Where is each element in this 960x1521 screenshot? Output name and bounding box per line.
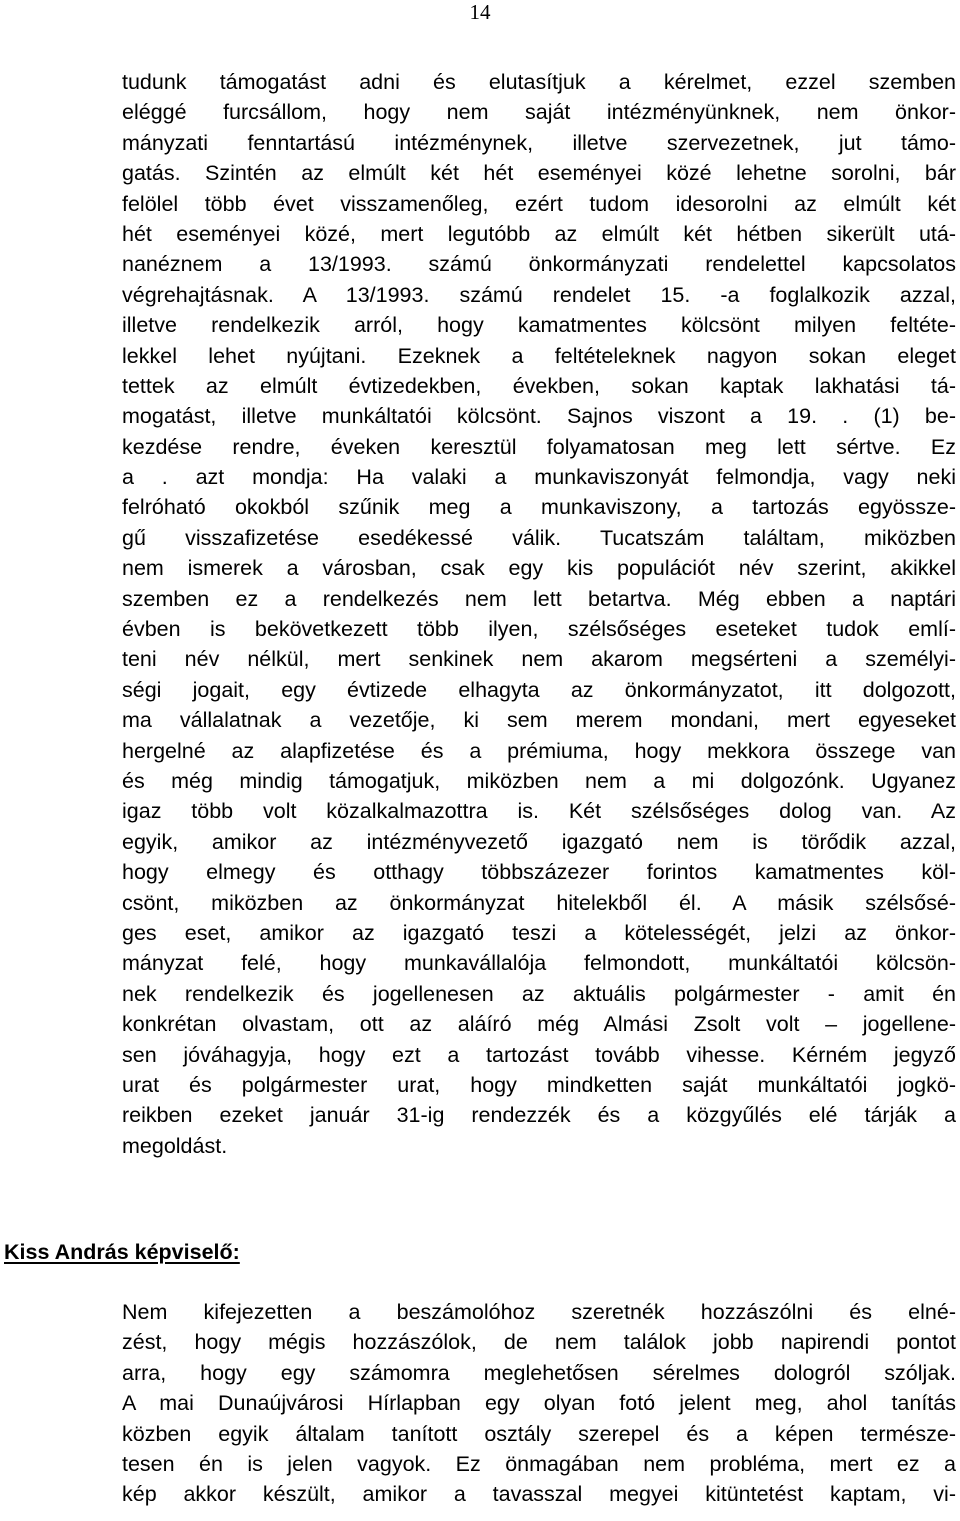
text-line: szemben ez a rendelkezés nem lett betartva. Még ebben a naptári — [122, 586, 956, 611]
text-line: ges eset, amikor az igazgató teszi a kötelességét, jelzi az önkor- — [122, 920, 956, 945]
text-line: konkrétan olvastam, ott az aláíró még Almási Zsolt volt – jogellene- — [122, 1012, 956, 1037]
text-line: reikben ezeket január 31-ig rendezzék és a közgyűlés elé tárják a — [122, 1103, 956, 1128]
text-line: kép akkor készült, amikor a tavasszal megyei kitüntetést kaptam, vi- — [122, 1482, 956, 1507]
text-line: lekkel lehet nyújtani. Ezeknek a feltételeknek nagyon sokan eleget — [122, 343, 956, 368]
body-paragraph-1 — [122, 67, 956, 1161]
text-line: mányzat felé, hogy munkavállalója felmondott, munkáltatói kölcsön- — [122, 951, 956, 976]
text-line: közben egyik általam tanított osztály szerepel és a képen természe- — [122, 1421, 956, 1446]
text-line: sen jóváhagyja, hogy ezt a tartozást tovább vihesse. Kérném jegyző — [122, 1042, 956, 1067]
text-line: csönt, miközben az önkormányzat hitelekből él. A másik szélsősé- — [122, 890, 956, 915]
page-number: 14 — [469, 0, 491, 24]
text-line: végrehajtásnak. A 13/1993. számú rendelet 15. -a foglalkozik azzal, — [122, 282, 956, 307]
text-line: hogy elmegy és otthagy többszázezer forintos kamatmentes köl- — [122, 860, 956, 885]
speaker-heading: Kiss András képviselő: — [4, 1240, 240, 1264]
text-line: gatás. Szintén az elmúlt két hét eseményei közé lehetne sorolni, bár — [122, 161, 956, 186]
text-line: kezdése rendre, éveken keresztül folyamatosan meg lett sértve. Ez — [122, 434, 956, 459]
text-line: igaz több volt közalkalmazottra is. Két szélsőséges dolog van. Az — [122, 799, 956, 824]
text-line: tesen én is jelen vagyok. Ez önmagában nem probléma, mert ez a — [122, 1451, 956, 1476]
text-line: urat és polgármester urat, hogy mindketten saját munkáltatói jogkö- — [122, 1072, 956, 1097]
text-line: felróható okokból szűnik meg a munkaviszony, a tartozás egyössze- — [122, 495, 956, 520]
text-line: mányzati fenntartású intézménynek, illetve szervezetnek, jut támo- — [122, 130, 956, 155]
text-line: arra, hogy egy számomra meglehetősen sérelmes dologról szóljak. — [122, 1360, 956, 1385]
text-line: felölel több évet visszamenőleg, ezért tudom idesorolni az elmúlt két — [122, 191, 956, 216]
text-line: illetve rendelkezik arról, hogy kamatmentes kölcsönt milyen feltéte- — [122, 313, 956, 338]
text-line: Nem kifejezetten a beszámolóhoz szeretnék hozzászólni és elné- — [122, 1300, 956, 1324]
text-line: ma vállalatnak a vezetője, ki sem merem mondani, mert egyeseket — [122, 708, 956, 733]
text-line: teni név nélkül, mert senkinek nem akarom megsérteni a személyi- — [122, 647, 956, 672]
text-line: gű visszafizetése esedékessé válik. Tucatszám találtam, miközben — [122, 525, 956, 550]
text-line: egyik, amikor az intézményvezető igazgató nem is törődik azzal, — [122, 829, 956, 854]
text-line: és még mindig támogatjuk, miközben nem a mi dolgozónk. Ugyanez — [122, 768, 956, 793]
body-paragraph-2 — [122, 1297, 956, 1510]
text-line: A mai Dunaújvárosi Hírlapban egy olyan fotó jelent meg, ahol tanítás — [122, 1391, 956, 1416]
text-line: megoldást. — [122, 1133, 228, 1158]
text-line: évben is bekövetkezett több ilyen, szélsőséges eseteket tudok emlí- — [122, 617, 956, 642]
text-line: hét eseményei közé, mert legutóbb az elmúlt két hétben sikerült utá- — [122, 221, 956, 246]
text-line: mogatást, illetve munkáltatói kölcsönt. Sajnos viszont a 19. . (1) be- — [122, 404, 956, 429]
text-line: tettek az elmúlt évtizedekben, években, sokan kaptak lakhatási tá- — [122, 373, 956, 398]
text-line: hergelné az alapfizetése és a prémiuma, hogy mekkora összege van — [122, 738, 956, 763]
text-line: nanéznem a 13/1993. számú önkormányzati rendelettel kapcsolatos — [122, 252, 956, 277]
text-line: nem ismerek a városban, csak egy kis populációt név szerint, akikkel — [122, 556, 956, 581]
text-line: ségi jogait, egy évtizede elhagyta az önkormányzatot, itt dolgozott, — [122, 677, 956, 702]
text-line: zést, hogy mégis hozzászólok, de nem találok jobb napirendi pontot — [122, 1330, 956, 1355]
text-line: a . azt mondja: Ha valaki a munkaviszonyát felmondja, vagy neki — [122, 465, 956, 490]
text-line: nek rendelkezik és jogellenesen az aktuális polgármester - amit én — [122, 981, 956, 1006]
text-line: tudunk támogatást adni és elutasítjuk a kérelmet, ezzel szemben — [122, 70, 956, 94]
text-line: eléggé furcsállom, hogy nem saját intézményünknek, nem önkor- — [122, 100, 956, 125]
